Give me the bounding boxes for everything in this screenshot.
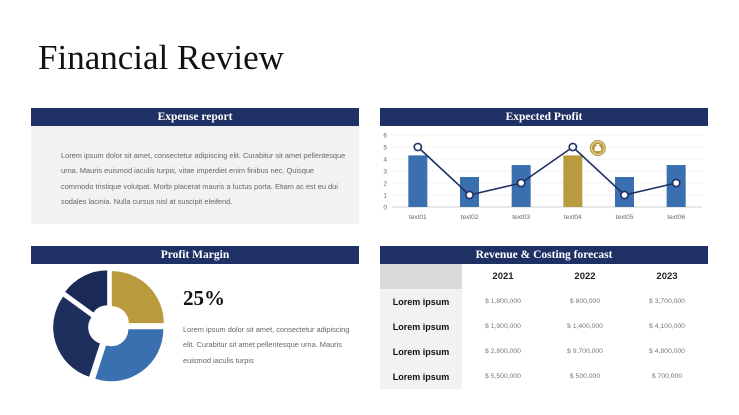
row-label: Lorem ipsum — [380, 364, 462, 389]
table-row — [380, 289, 708, 314]
x-tick-label: text02 — [460, 214, 479, 221]
row-label: Lorem ipsum — [380, 314, 462, 339]
x-tick-label: text03 — [512, 214, 531, 221]
profit-margin-text: Lorem ipsum dolor sit amet, consectetur adipiscing elit. Curabitur sit amet pellentesque urna. Mauris euismod iaculis turpis — [183, 325, 350, 365]
page-title: Financial Review — [38, 38, 284, 77]
column-header-2021: 2021 — [462, 264, 544, 289]
x-tick-label: text06 — [667, 214, 686, 221]
table-row — [380, 364, 708, 389]
y-tick-label: 6 — [383, 132, 387, 140]
expense-report-text: Lorem ipsum dolor sit amet, consectetur adipiscing elit. Curabitur sit amet pellentesque urna. Mauris euismod iaculis turpis, vitae imperdiet enim finibus nec. Quisque commodo tristique volutpat. Morbi placerat mauris a luctus porta. Etiam ac est eu dui sodales lacinia. Nulla cursus nisl at suscipit eleifend. — [61, 151, 346, 206]
column-header-2022: 2022 — [544, 264, 626, 289]
profit-margin-value: 25% — [183, 286, 225, 310]
table-cell: $ 4,100,000 — [649, 323, 685, 330]
line-point — [518, 179, 525, 186]
profit-margin-header: Profit Margin — [31, 246, 359, 264]
expense-report-header: Expense report — [31, 108, 359, 126]
x-tick-label: text05 — [615, 214, 634, 221]
line-point — [466, 191, 473, 198]
expected-profit-header: Expected Profit — [380, 108, 708, 126]
revenue-forecast-header: Revenue & Costing forecast — [380, 246, 708, 264]
table-cell: $ 700,000 — [651, 373, 683, 380]
x-tick-label: text04 — [563, 214, 582, 221]
table-cell: $ 2,800,000 — [485, 348, 521, 355]
line-point — [569, 143, 576, 150]
table-cell: $ 1,400,000 — [567, 323, 603, 330]
table-cell: $ 3,700,000 — [649, 298, 685, 305]
table-header-row — [380, 264, 708, 289]
table-cell: $ 1,900,000 — [485, 323, 521, 330]
row-label: Lorem ipsum — [380, 339, 462, 364]
table-cell: $ 5,500,000 — [485, 373, 521, 380]
table-cell: $ 1,800,000 — [485, 298, 521, 305]
profit-margin-pie-chart — [52, 270, 166, 382]
expected-profit-chart — [380, 128, 708, 228]
revenue-forecast-table — [380, 264, 708, 389]
row-label: Lorem ipsum — [380, 289, 462, 314]
table-row — [380, 314, 708, 339]
profit-bar — [563, 155, 582, 207]
pie-slice-gold — [112, 271, 164, 323]
table-row — [380, 339, 708, 364]
table-cell: $ 800,000 — [569, 298, 601, 305]
y-tick-label: 0 — [383, 204, 387, 212]
pie-slice-blue — [95, 329, 163, 381]
line-point — [673, 179, 680, 186]
x-tick-label: text01 — [408, 214, 427, 221]
money-bag-icon — [590, 140, 606, 156]
y-tick-label: 4 — [383, 156, 387, 164]
profit-bar — [408, 155, 427, 207]
y-tick-label: 5 — [383, 144, 387, 152]
line-point — [621, 191, 628, 198]
column-header-2023: 2023 — [626, 264, 708, 289]
line-point — [414, 143, 421, 150]
y-tick-label: 2 — [383, 180, 387, 188]
table-cell: $ 500,000 — [569, 373, 601, 380]
table-corner-cell — [380, 264, 462, 289]
y-tick-label: 1 — [383, 192, 387, 200]
table-cell: $ 9,700,000 — [567, 348, 603, 355]
table-cell: $ 4,800,000 — [649, 348, 685, 355]
y-tick-label: 3 — [383, 168, 387, 176]
